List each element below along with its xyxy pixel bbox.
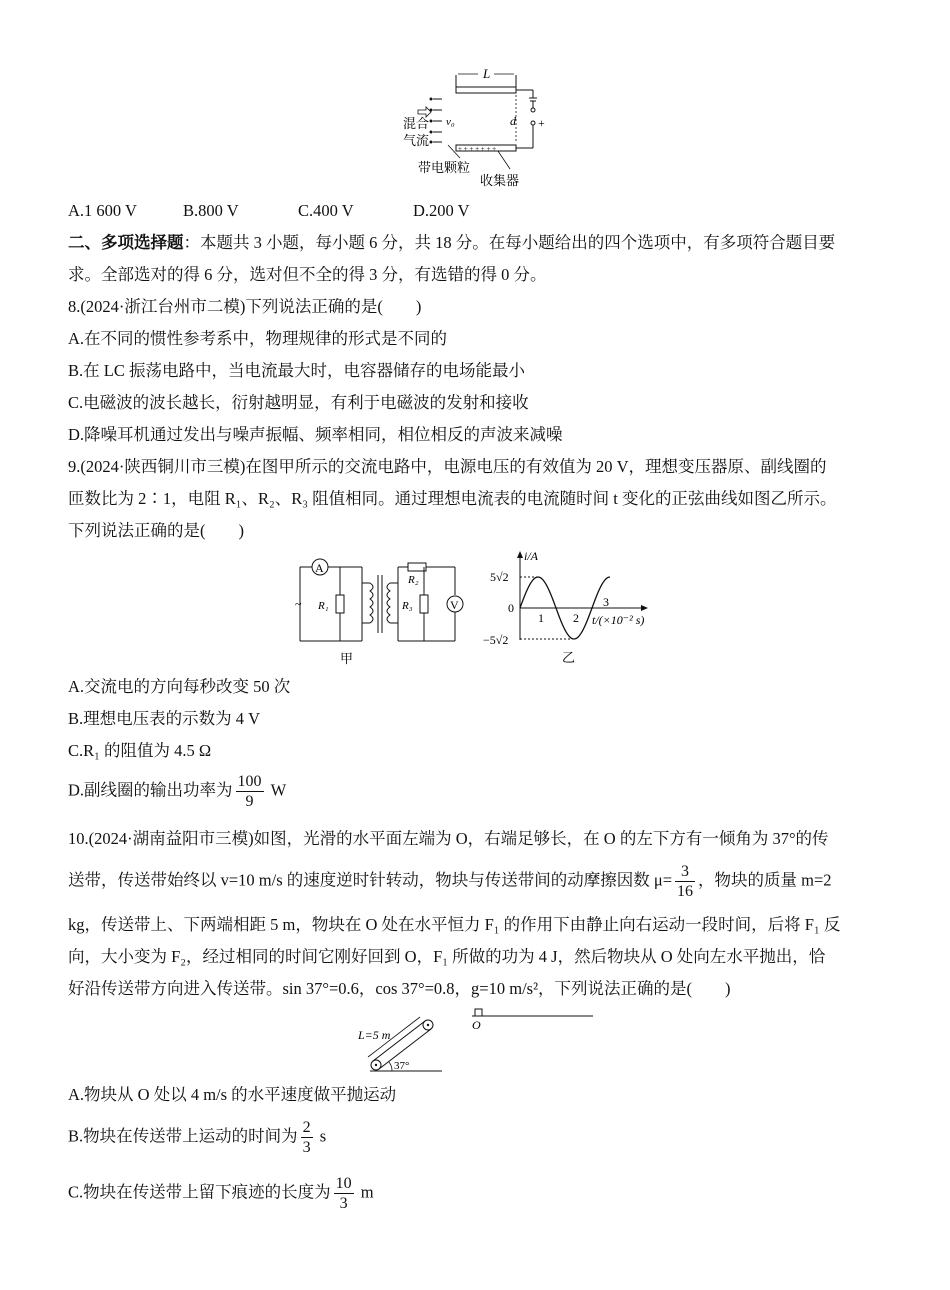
q9-d-fraction — [236, 772, 264, 811]
q7-option-a[interactable]: A.1 600 V — [68, 201, 137, 220]
fig-mix-1: 混合 — [403, 116, 430, 131]
r3-label: R₃ — [402, 600, 413, 612]
graph-xlabel: t/(×10⁻² s) — [592, 613, 645, 627]
q9-d-denominator: 9 — [245, 793, 254, 810]
conveyor-figure — [350, 1005, 610, 1075]
section2-line2: 求。全部选对的得 6 分，选对但不全的得 3 分，有选错的得 0 分。 — [68, 265, 547, 284]
q7-option-c[interactable]: C.400 V — [298, 201, 354, 220]
q10-c-numerator: 10 — [335, 1175, 352, 1192]
q10-mu-denominator: 16 — [677, 883, 694, 900]
fig-label-v0: v₀ — [446, 116, 455, 128]
q10-mu-numerator: 3 — [675, 862, 695, 882]
circuit-caption: 甲 — [340, 651, 354, 666]
q8-option-b[interactable]: B.在 LC 振荡电路中，当电流最大时，电容器储存的电场能最小 — [68, 361, 525, 380]
q10-stem-line4: 向，大小变为 F₂，经过相同的时间它刚好回到 O，F₁ 所做的功为 4 J，然后物块从 O 处向左水平抛出，恰 — [68, 947, 826, 966]
q9-option-b[interactable]: B.理想电压表的示数为 4 V — [68, 709, 261, 728]
r2-label: R₂ — [408, 574, 419, 586]
q9-option-d[interactable] — [68, 772, 286, 811]
q9-stem-line3: 下列说法正确的是( ) — [68, 521, 244, 540]
section2-title: 二、多项选择题 — [68, 233, 184, 252]
point-O-label: O — [472, 1018, 481, 1032]
q10-option-a[interactable]: A.物块从 O 处以 4 m/s 的水平速度做平抛运动 — [68, 1085, 397, 1104]
q10-stem-line2 — [68, 862, 832, 901]
q9-option-a[interactable]: A.交流电的方向每秒改变 50 次 — [68, 677, 291, 696]
q7-option-d[interactable]: D.200 V — [413, 201, 470, 220]
q8-option-d[interactable]: D.降噪耳机通过发出与噪声振幅、频率相同，相位相反的声波来减噪 — [68, 425, 563, 444]
fig-mix-2: 气流 — [403, 133, 430, 148]
belt-angle-label: 37° — [394, 1060, 410, 1072]
q9-d-numerator: 100 — [237, 773, 262, 790]
q7-options — [68, 200, 470, 222]
q10-c-prefix: C.物块在传送带上留下痕迹的长度为 — [68, 1182, 331, 1202]
fig-plate-charges: + + + + + + + — [458, 145, 497, 153]
q10-option-b[interactable] — [68, 1118, 326, 1157]
fig-label-d: d — [510, 114, 516, 128]
q10-option-c[interactable] — [68, 1174, 374, 1213]
q10-b-fraction — [301, 1118, 313, 1157]
voltmeter-label: V — [450, 598, 459, 612]
circuit-figure — [290, 553, 465, 668]
q10-stem-line1: 10.(2024·湖南益阳市三模)如图，光滑的水平面左端为 O，右端足够长，在 O 的左下方有一倾角为 37°的传 — [68, 829, 829, 848]
q8-option-a[interactable]: A.在不同的惯性参考系中，物理规律的形式是不同的 — [68, 329, 448, 348]
fig-plus: + — [538, 116, 545, 130]
current-graph — [480, 548, 660, 668]
graph-ymax-label: 5√2 — [490, 570, 509, 584]
q10-line2-a: 送带，传送带始终以 v=10 m/s 的速度逆时针转动，物块与传送带间的动摩擦因数 μ= — [68, 870, 673, 890]
q10-line2-b: ，物块的质量 m=2 — [698, 870, 832, 890]
graph-tick-3: 3 — [603, 595, 609, 609]
q10-c-unit: m — [360, 1182, 374, 1202]
graph-ylabel: i/A — [524, 549, 538, 563]
fig-label-L: L — [483, 66, 491, 81]
q10-mu-fraction — [675, 862, 695, 901]
graph-ymin-label: −5√2 — [483, 633, 509, 647]
q10-stem-line5: 好沿传送带方向进入传送带。sin 37°=0.6，cos 37°=0.8，g=10 m/s²，下列说法正确的是( ) — [68, 979, 731, 998]
belt-length-label: L=5 m — [358, 1028, 391, 1042]
r1-label: R₁ — [318, 600, 329, 612]
q8-stem: 8.(2024·浙江台州市二模)下列说法正确的是( ) — [68, 297, 422, 316]
ammeter-label: A — [315, 561, 324, 575]
q8-option-c[interactable]: C.电磁波的波长越长，衍射越明显，有利于电磁波的发射和接收 — [68, 393, 529, 412]
fig-collector: 收集器 — [480, 173, 520, 188]
q10-b-unit: s — [319, 1126, 327, 1146]
graph-tick-2: 2 — [573, 611, 579, 625]
section2-line1: ：本题共 3 小题，每小题 6 分，共 18 分。在每小题给出的四个选项中，有多项符合题目要 — [183, 233, 836, 252]
q10-b-numerator: 2 — [302, 1119, 311, 1136]
section2-intro — [68, 232, 835, 254]
q10-b-denominator: 3 — [302, 1139, 311, 1156]
q7-option-b[interactable]: B.800 V — [183, 201, 239, 220]
q10-stem-line3: kg，传送带上、下两端相距 5 m，物块在 O 处在水平恒力 F₁ 的作用下由静止向右运动一段时间，后将 F₁ 反 — [68, 915, 841, 934]
q10-c-denominator: 3 — [339, 1195, 348, 1212]
q9-stem-line1: 9.(2024·陕西铜川市三模)在图甲所示的交流电路中，电源电压的有效值为 20 V，理想变压器原、副线圈的 — [68, 457, 827, 476]
q9-d-unit: W — [270, 780, 287, 800]
graph-origin: 0 — [508, 601, 514, 615]
graph-caption: 乙 — [562, 650, 576, 665]
q10-b-prefix: B.物块在传送带上运动的时间为 — [68, 1126, 298, 1146]
fig-particles: 带电颗粒 — [418, 160, 471, 175]
source-symbol: ~ — [295, 597, 302, 611]
q9-option-c[interactable]: C.R₁ 的阻值为 4.5 Ω — [68, 741, 212, 760]
graph-tick-1: 1 — [538, 611, 544, 625]
q9-d-prefix: D.副线圈的输出功率为 — [68, 780, 233, 800]
q9-stem-line2: 匝数比为 2∶1，电阻 R₁、R₂、R₃ 阻值相同。通过理想电流表的电流随时间 t 变化的正弦曲线如图乙所示。 — [68, 489, 837, 508]
q10-c-fraction — [334, 1174, 354, 1213]
collector-figure — [398, 65, 558, 190]
